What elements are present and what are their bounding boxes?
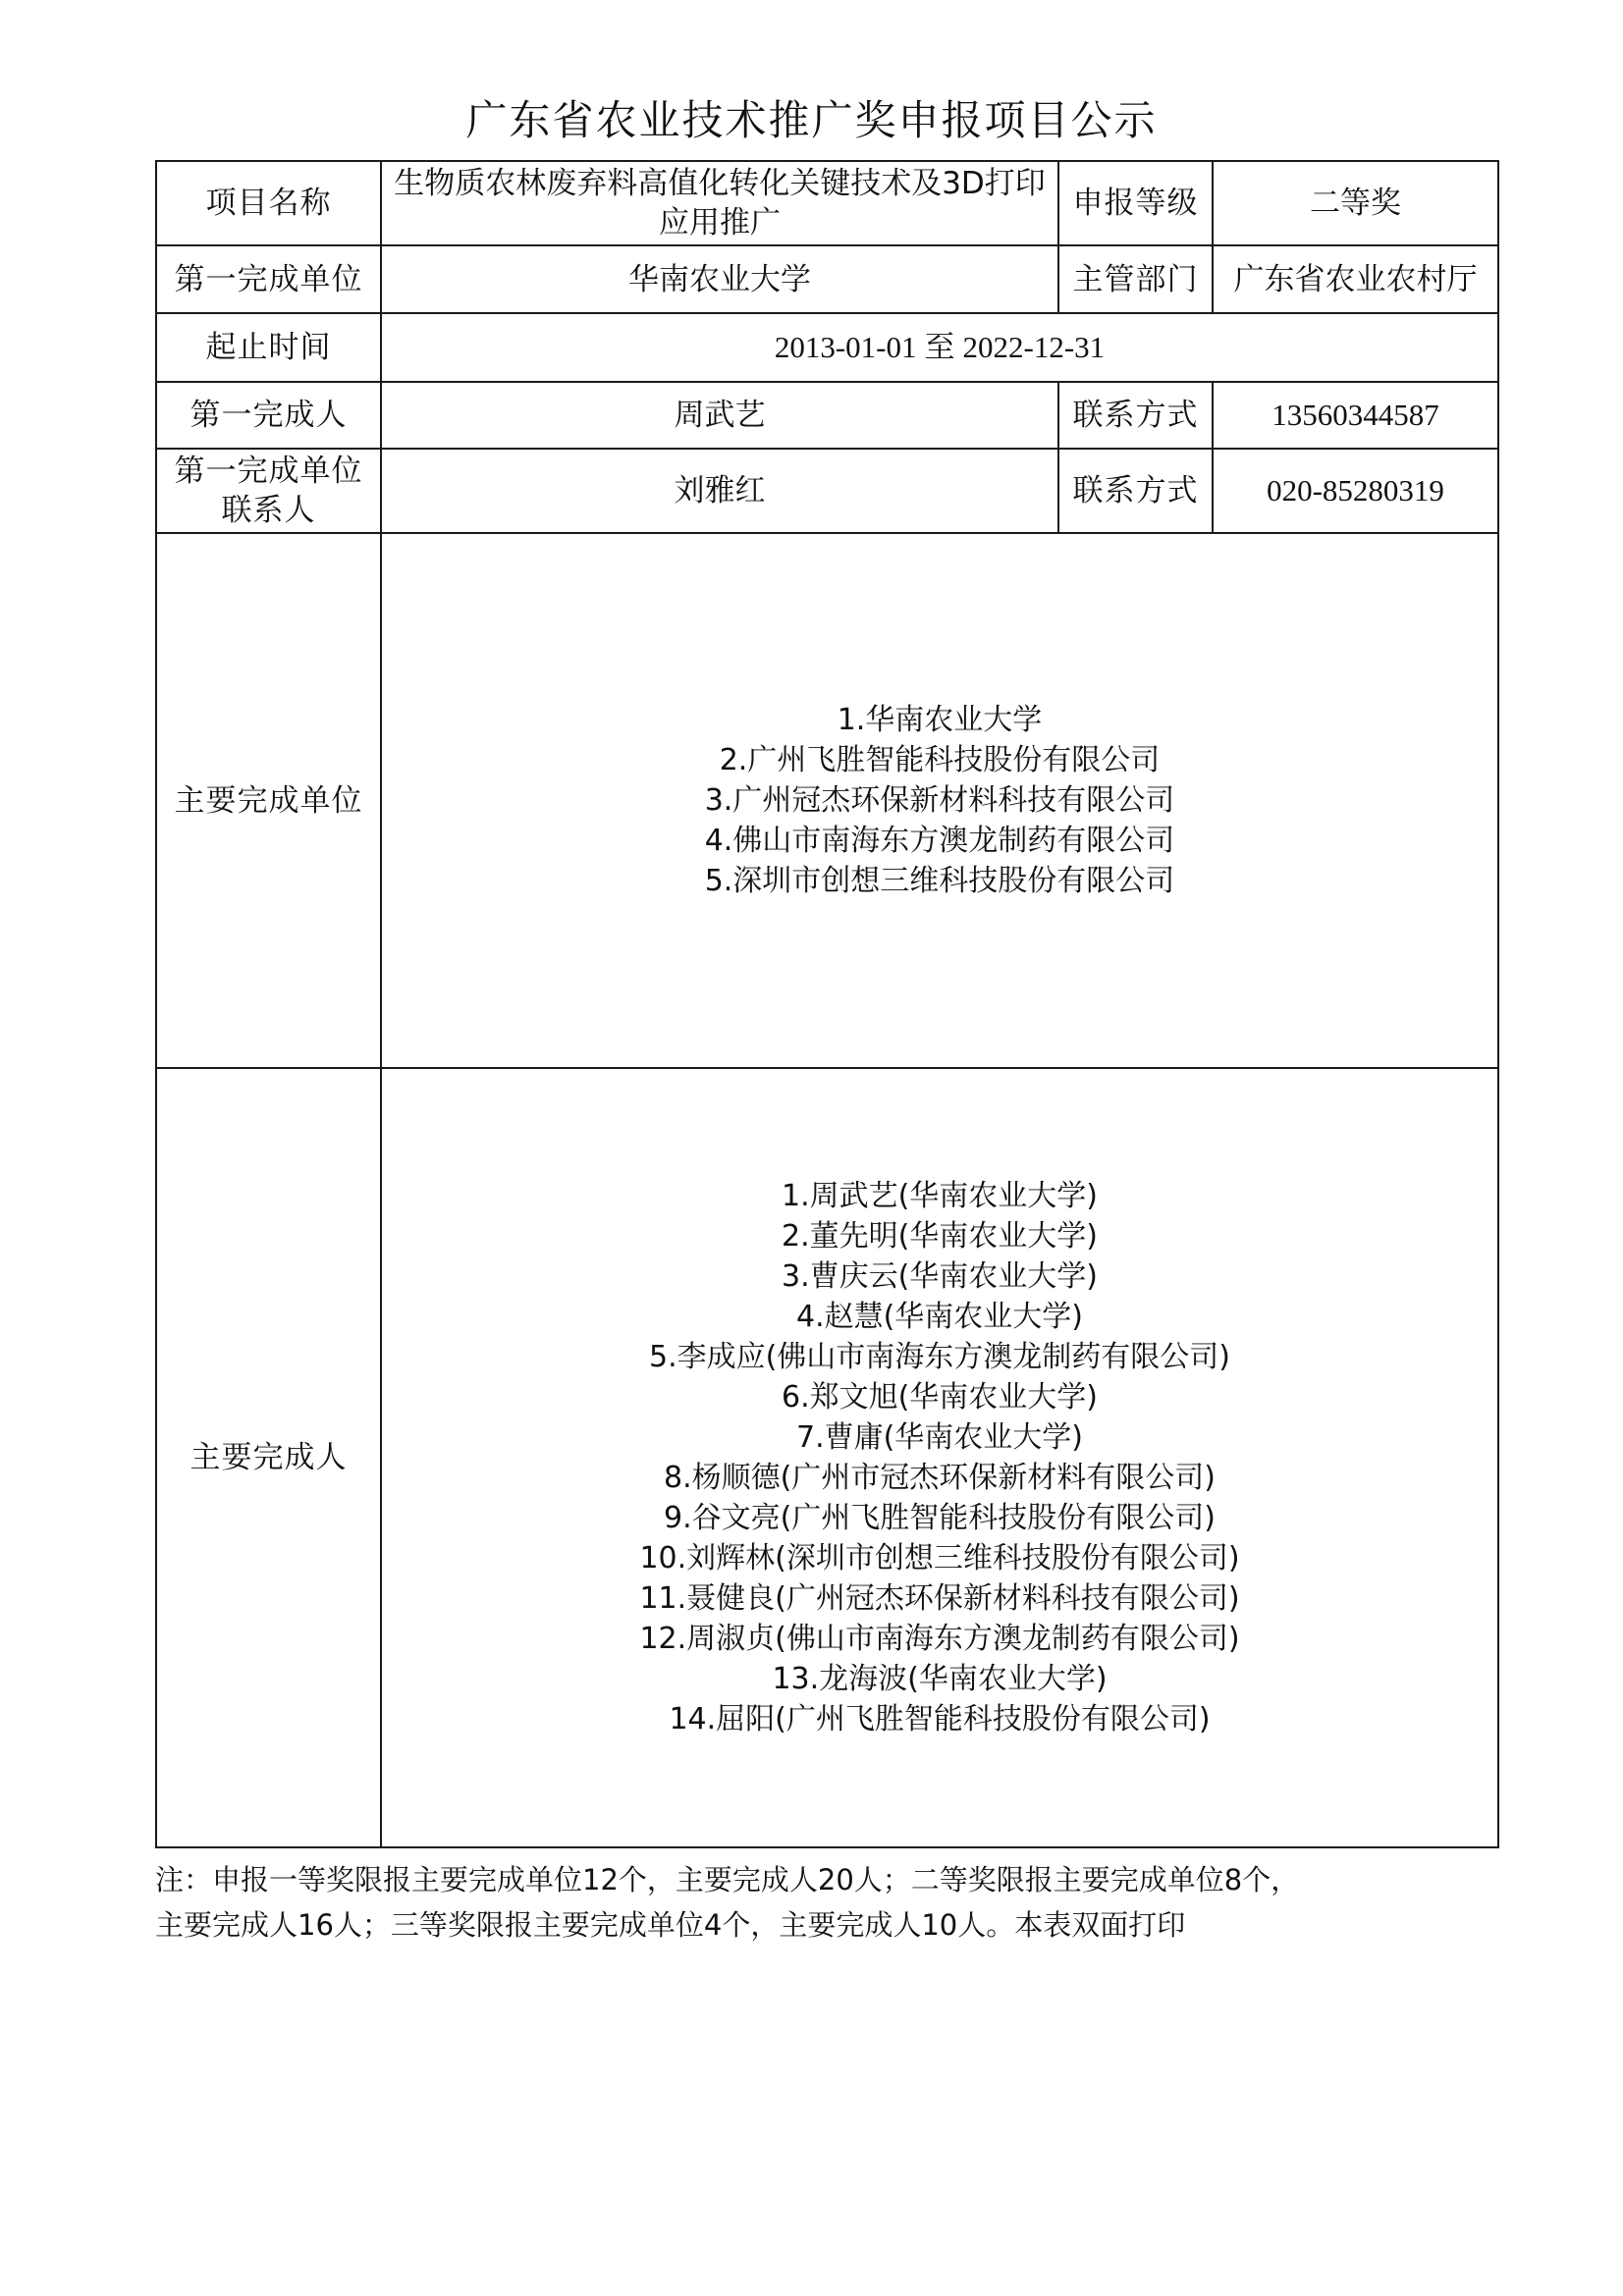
main-persons-list xyxy=(382,1176,1497,1739)
project-name-label: 项目名称 xyxy=(156,161,381,245)
row-unit-contact xyxy=(156,449,1498,533)
list-item: 3.曹庆云(华南农业大学) xyxy=(781,1259,1099,1294)
list-item: 5.李成应(佛山市南海东方澳龙制药有限公司) xyxy=(648,1340,1231,1374)
unit-contact-value: 刘雅红 xyxy=(381,449,1058,533)
list-item: 5.深圳市创想三维科技股份有限公司 xyxy=(704,864,1175,898)
list-item: 14.屈阳(广州飞胜智能科技股份有限公司) xyxy=(669,1702,1211,1736)
row-first-person xyxy=(156,382,1498,449)
list-item: 8.杨顺德(广州市冠杰环保新材料有限公司) xyxy=(663,1461,1217,1495)
row-main-units xyxy=(156,533,1498,1068)
main-units-cell xyxy=(381,533,1498,1068)
list-item: 4.佛山市南海东方澳龙制药有限公司 xyxy=(704,824,1175,858)
row-project-name xyxy=(156,161,1498,245)
list-item: 3.广州冠杰环保新材料科技有限公司 xyxy=(704,783,1175,818)
dept-value: 广东省农业农村厅 xyxy=(1213,245,1498,313)
grade-value: 二等奖 xyxy=(1213,161,1498,245)
footnote-line-2: 主要完成人16人；三等奖限报主要完成单位4个，主要完成人10人。本表双面打印 xyxy=(155,1908,1186,1942)
contact-value-2: 020-85280319 xyxy=(1213,449,1498,533)
footnote-line-1: 注：申报一等奖限报主要完成单位12个，主要完成人20人；二等奖限报主要完成单位8个， xyxy=(155,1863,1300,1896)
main-units-list xyxy=(382,700,1497,901)
list-item: 2.董先明(华南农业大学) xyxy=(781,1219,1099,1254)
list-item: 12.周淑贞(佛山市南海东方澳龙制药有限公司) xyxy=(639,1622,1240,1656)
grade-label: 申报等级 xyxy=(1058,161,1213,245)
contact-value-1: 13560344587 xyxy=(1213,382,1498,449)
contact-label-2: 联系方式 xyxy=(1058,449,1213,533)
period-label: 起止时间 xyxy=(156,313,381,382)
list-item: 13.龙海波(华南农业大学) xyxy=(772,1662,1108,1696)
unit-contact-label-line2: 联系人 xyxy=(221,493,316,528)
main-persons-label: 主要完成人 xyxy=(156,1068,381,1847)
list-item: 1.周武艺(华南农业大学) xyxy=(781,1179,1099,1213)
period-value xyxy=(381,313,1498,382)
period-separator: 至 xyxy=(924,330,955,365)
project-name-value: 生物质农林废弃料高值化转化关键技术及3D打印应用推广 xyxy=(381,161,1058,245)
main-persons-cell xyxy=(381,1068,1498,1847)
page-title: 广东省农业技术推广奖申报项目公示 xyxy=(465,96,1158,144)
list-item: 1.华南农业大学 xyxy=(837,703,1043,737)
dept-label: 主管部门 xyxy=(1058,245,1213,313)
project-info-table xyxy=(155,160,1499,1848)
list-item: 10.刘辉林(深圳市创想三维科技股份有限公司) xyxy=(639,1541,1240,1575)
list-item: 6.郑文旭(华南农业大学) xyxy=(781,1380,1099,1415)
row-first-unit xyxy=(156,245,1498,313)
period-end: 2022-12-31 xyxy=(962,330,1106,364)
main-units-label: 主要完成单位 xyxy=(156,533,381,1068)
unit-contact-label xyxy=(156,449,381,533)
row-period xyxy=(156,313,1498,382)
first-unit-label: 第一完成单位 xyxy=(156,245,381,313)
list-item: 9.谷文亮(广州飞胜智能科技股份有限公司) xyxy=(663,1501,1217,1535)
unit-contact-label-line1: 第一完成单位 xyxy=(174,454,363,489)
first-person-label: 第一完成人 xyxy=(156,382,381,449)
contact-label-1: 联系方式 xyxy=(1058,382,1213,449)
list-item: 2.广州飞胜智能科技股份有限公司 xyxy=(719,743,1161,777)
row-main-persons xyxy=(156,1068,1498,1847)
first-person-value: 周武艺 xyxy=(381,382,1058,449)
period-start: 2013-01-01 xyxy=(774,330,917,364)
list-item: 7.曹庸(华南农业大学) xyxy=(795,1420,1084,1455)
footnote xyxy=(155,1857,1510,1948)
list-item: 4.赵慧(华南农业大学) xyxy=(795,1300,1084,1334)
first-unit-value: 华南农业大学 xyxy=(381,245,1058,313)
list-item: 11.聂健良(广州冠杰环保新材料科技有限公司) xyxy=(639,1581,1240,1616)
